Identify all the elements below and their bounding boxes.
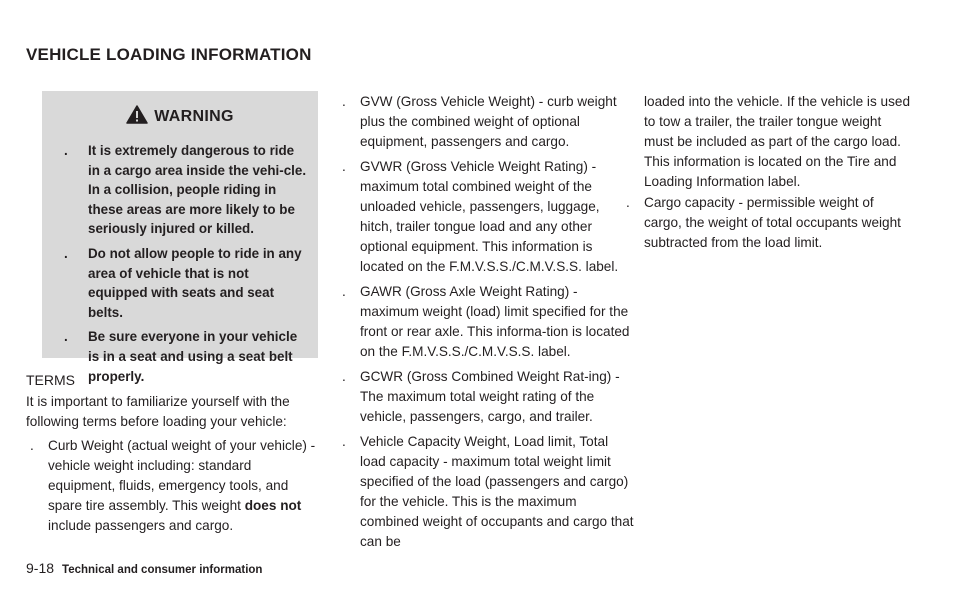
chapter-title: Technical and consumer information (62, 564, 263, 576)
terms-list-col3 (622, 193, 912, 258)
warning-item (42, 141, 318, 239)
warning-header (42, 105, 318, 127)
term-text: GCWR (Gross Combined Weight Rat-ing) - The maximum total weight rating of the vehicle, passengers, cargo, and trailer. (360, 369, 620, 424)
bullet: . (64, 329, 68, 345)
section-title: VEHICLE LOADING INFORMATION (26, 45, 312, 64)
warning-item-text: Do not allow people to ride in any area of vehicle that is not equipped with seats and seat belts. (88, 245, 302, 320)
warning-triangle-icon (126, 105, 148, 124)
page-number: 9-18 (26, 560, 55, 576)
warning-title: WARNING (154, 108, 234, 125)
bullet: . (342, 284, 346, 299)
curb-weight-text: Curb Weight (actual weight of your vehicle) - vehicle weight including: standard equipment, fluids, emergency tools, and spare tire assembly. This weight (48, 438, 316, 513)
curb-weight-emphasis: does not (244, 498, 302, 513)
term-item (338, 282, 634, 362)
warning-item-text: Be sure everyone in your vehicle is in a seat and using a seat belt properly. (88, 329, 298, 384)
warning-item (42, 244, 318, 322)
term-text: GVW (Gross Vehicle Weight) - curb weight plus the combined weight of optional equipment, passengers and cargo. (360, 94, 617, 149)
term-text: Cargo capacity - permissible weight of cargo, the weight of total occupants weight subtracted from the load limit. (644, 195, 901, 250)
page-footer (26, 560, 262, 576)
intro-paragraph: It is important to familiarize yourself with the following terms before loading your vehicle: (26, 394, 290, 429)
bullet: . (64, 143, 68, 158)
term-text: GAWR (Gross Axle Weight Rating) - maximum weight (load) limit specified for the front or rear axle. This informa-tion is located on the F.M.V.S.S./C.M.V.S.S. label. (360, 284, 630, 359)
bullet: . (626, 195, 630, 210)
term-item-cargo-capacity (622, 193, 912, 253)
warning-item (42, 327, 318, 386)
bullet: . (30, 438, 34, 453)
term-item-curb-weight (26, 436, 322, 536)
term-text: GVWR (Gross Vehicle Weight Rating) - maximum total combined weight of the unloaded vehicle, passengers, luggage, hitch, trailer tongue load and any other optional equipment. This information is located on the F.M.V.S.S./C.M.V.S.S. label. (360, 159, 619, 274)
bullet: . (342, 369, 346, 384)
term-item (338, 432, 634, 552)
term-item (338, 157, 634, 277)
curb-weight-text-end: include passengers and cargo. (48, 518, 234, 533)
bullet: . (342, 434, 346, 449)
bullet: . (342, 159, 346, 174)
terms-list-col2 (338, 94, 634, 557)
continuation-text: loaded into the vehicle. If the vehicle is used to tow a trailer, the trailer tongue weight must be included as part of the cargo load. This information is located on the Tire and Loading Information label. (644, 94, 911, 189)
term-item (338, 92, 634, 152)
warning-item-text: It is extremely dangerous to ride in a cargo area inside the vehi-cle. In a collision, people riding in these areas are more likely to be seriously injured or killed. (88, 143, 307, 237)
terms-list-col1 (26, 436, 322, 541)
bullet: . (64, 245, 68, 261)
warning-list (42, 141, 318, 391)
bullet: . (342, 94, 346, 109)
term-text: Vehicle Capacity Weight, Load limit, Total load capacity - maximum total weight limit specified of the load (passengers and cargo) for the vehicle. This is the maximum combined weight of occupants and cargo that can be (360, 434, 634, 549)
terms-heading: TERMS (26, 372, 75, 388)
term-item (338, 367, 634, 427)
